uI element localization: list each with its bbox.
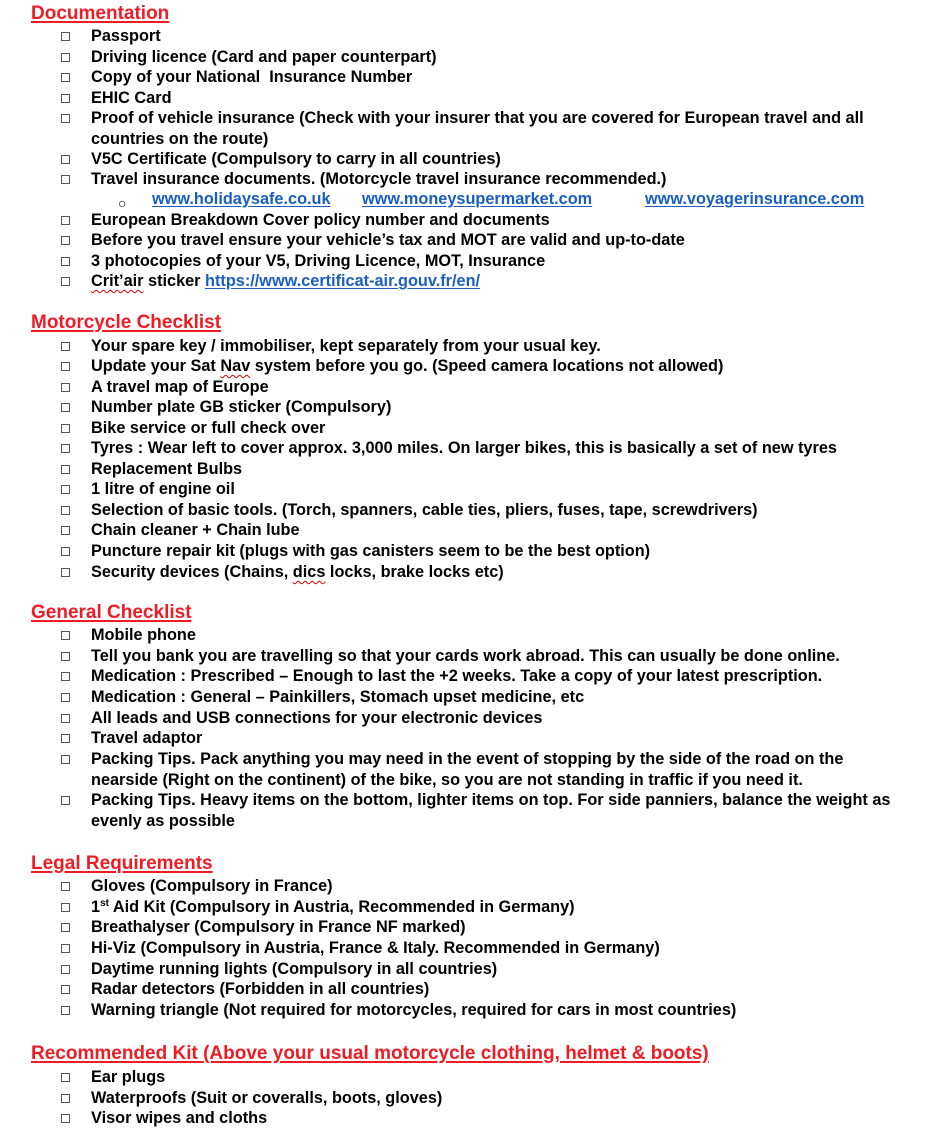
checkbox-icon[interactable] — [61, 903, 70, 912]
section-heading-general: General Checklist — [31, 602, 192, 623]
checkbox-icon[interactable] — [61, 755, 70, 764]
checkbox-icon[interactable] — [61, 277, 70, 286]
checkbox-icon[interactable] — [61, 882, 70, 891]
checkbox-icon[interactable] — [61, 216, 70, 225]
checkbox-icon[interactable] — [61, 693, 70, 702]
checkbox-icon[interactable] — [61, 32, 70, 41]
misspelled-word: Crit’air — [91, 272, 144, 290]
checkbox-icon[interactable] — [61, 965, 70, 974]
link-holidaysafe[interactable]: www.holidaysafe.co.uk — [152, 190, 331, 208]
circle-bullet-icon: ○ — [118, 195, 127, 211]
checkbox-icon[interactable] — [61, 631, 70, 640]
checkbox-icon[interactable] — [61, 923, 70, 932]
checkbox-icon[interactable] — [61, 53, 70, 62]
checkbox-icon[interactable] — [61, 506, 70, 515]
checkbox-icon[interactable] — [61, 362, 70, 371]
checkbox-icon[interactable] — [61, 568, 70, 577]
checkbox-icon[interactable] — [61, 1114, 70, 1123]
checkbox-icon[interactable] — [61, 714, 70, 723]
checkbox-icon[interactable] — [61, 73, 70, 82]
checkbox-icon[interactable] — [61, 485, 70, 494]
checkbox-icon[interactable] — [61, 734, 70, 743]
checkbox-icon[interactable] — [61, 257, 70, 266]
checkbox-icon[interactable] — [61, 114, 70, 123]
checkbox-icon[interactable] — [61, 424, 70, 433]
misspelled-word: Nav — [220, 357, 251, 375]
checkbox-icon[interactable] — [61, 155, 70, 164]
section-heading-recommended: Recommended Kit (Above your usual motorcycle clothing, helmet & boots) — [31, 1043, 709, 1064]
checkbox-icon[interactable] — [61, 444, 70, 453]
checkbox-icon[interactable] — [61, 94, 70, 103]
checkbox-icon[interactable] — [61, 175, 70, 184]
checkbox-icon[interactable] — [61, 342, 70, 351]
checkbox-icon[interactable] — [61, 672, 70, 681]
section-heading-documentation: Documentation — [31, 3, 170, 24]
misspelled-word: dics — [292, 563, 326, 581]
checkbox-icon[interactable] — [61, 1094, 70, 1103]
checkbox-icon[interactable] — [61, 1073, 70, 1082]
checkbox-icon[interactable] — [61, 236, 70, 245]
section-heading-motorcycle: Motorcycle Checklist — [31, 312, 222, 333]
link-voyagerinsurance[interactable]: www.voyagerinsurance.com — [645, 190, 865, 208]
checkbox-icon[interactable] — [61, 652, 70, 661]
checkbox-icon[interactable] — [61, 944, 70, 953]
link-moneysupermarket[interactable]: www.moneysupermarket.com — [362, 190, 593, 208]
checkbox-icon[interactable] — [61, 547, 70, 556]
checkbox-icon[interactable] — [61, 985, 70, 994]
checkbox-icon[interactable] — [61, 383, 70, 392]
checkbox-icon[interactable] — [61, 403, 70, 412]
checkbox-icon[interactable] — [61, 796, 70, 805]
checkbox-icon[interactable] — [61, 465, 70, 474]
link-certificat-air[interactable]: https://www.certificat-air.gouv.fr/en/ — [205, 272, 481, 290]
section-heading-legal: Legal Requirements — [31, 853, 213, 874]
checkbox-icon[interactable] — [61, 526, 70, 535]
checkbox-icon[interactable] — [61, 1006, 70, 1015]
